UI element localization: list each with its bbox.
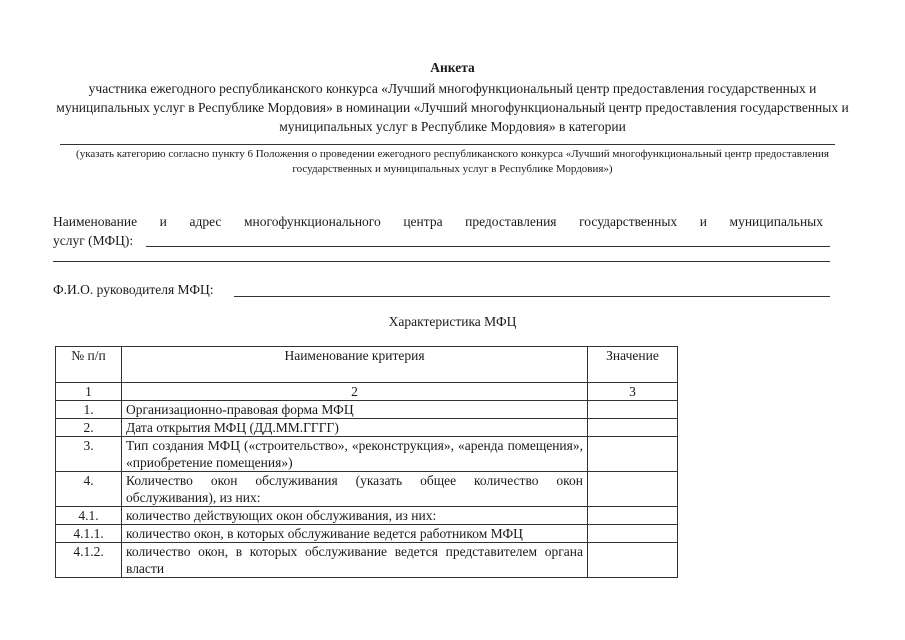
row-num: 2. <box>56 419 122 437</box>
mfc-address-fill-line <box>53 261 830 262</box>
row-criterion: количество окон, в которых обслуживание ведется работником МФЦ <box>122 525 588 543</box>
table-header-row <box>56 347 678 383</box>
director-fill-line <box>234 296 830 297</box>
colnum-3: 3 <box>588 383 678 401</box>
row-criterion: Количество окон обслуживания (указать общее количество окон обслуживания), из них: <box>122 472 588 507</box>
colnum-2: 2 <box>122 383 588 401</box>
table-row <box>56 419 678 437</box>
row-value-cell[interactable] <box>588 419 678 437</box>
document-subtitle: участника ежегодного республиканского конкурса «Лучший многофункциональный центр предоставления государственных и муниципальных услуг в Республике Мордовия» в номинации «Лучший многофункциональный центр предоставления государственных и муниципальных услуг в Республике Мордовия» в категории <box>56 81 849 134</box>
row-value-cell[interactable] <box>588 543 678 578</box>
table-row <box>56 543 678 578</box>
row-criterion: Организационно-правовая форма МФЦ <box>122 401 588 419</box>
row-num: 4.1.1. <box>56 525 122 543</box>
row-num: 4. <box>56 472 122 507</box>
mfc-name-fill-line <box>146 246 830 247</box>
document-title: Анкета <box>430 60 475 75</box>
table-row <box>56 472 678 507</box>
criteria-table <box>55 346 678 578</box>
row-value-cell[interactable] <box>588 507 678 525</box>
row-num: 4.1. <box>56 507 122 525</box>
row-num: 3. <box>56 437 122 472</box>
header-value: Значение <box>588 347 678 383</box>
table-row <box>56 437 678 472</box>
row-criterion: количество действующих окон обслуживания, из них: <box>122 507 588 525</box>
table-row <box>56 525 678 543</box>
column-number-row <box>56 383 678 401</box>
colnum-1: 1 <box>56 383 122 401</box>
section-title: Характеристика МФЦ <box>388 314 517 329</box>
category-fill-line <box>60 144 835 145</box>
director-label: Ф.И.О. руководителя МФЦ: <box>53 282 214 297</box>
mfc-name-label-cont: услуг (МФЦ): <box>53 233 134 248</box>
row-num: 4.1.2. <box>56 543 122 578</box>
row-value-cell[interactable] <box>588 437 678 472</box>
header-num: № п/п <box>56 347 122 383</box>
row-criterion: количество окон, в которых обслуживание ведется представителем органа власти <box>122 543 588 578</box>
mfc-name-label: Наименование и адрес многофункционального центра предоставления государственных и муниципальных <box>53 214 823 229</box>
row-criterion: Дата открытия МФЦ (ДД.ММ.ГГГГ) <box>122 419 588 437</box>
row-value-cell[interactable] <box>588 401 678 419</box>
row-value-cell[interactable] <box>588 472 678 507</box>
row-value-cell[interactable] <box>588 525 678 543</box>
category-note: (указать категорию согласно пункту 6 Положения о проведении ежегодного республиканского конкурса «Лучший многофункциональный центр предоставления государственных и муниципальных услуг в Республике Мордовия») <box>76 148 829 175</box>
row-num: 1. <box>56 401 122 419</box>
row-criterion: Тип создания МФЦ («строительство», «реконструкция», «аренда помещения», «приобретение помещения») <box>122 437 588 472</box>
table-row <box>56 507 678 525</box>
header-criterion: Наименование критерия <box>122 347 588 383</box>
table-row <box>56 401 678 419</box>
